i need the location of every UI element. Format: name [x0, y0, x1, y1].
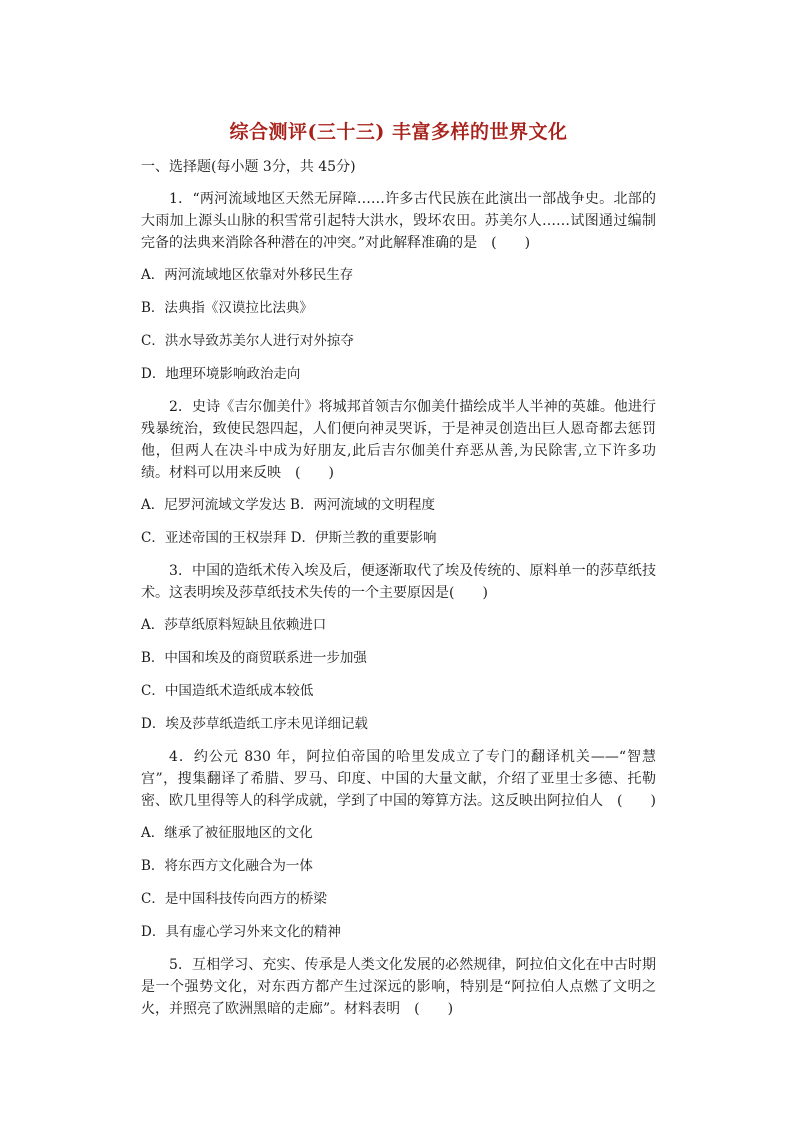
- question-1: [141, 188, 656, 385]
- option-row-ab: A．尼罗河流域文学发达 B．两河流域的文明程度: [141, 497, 435, 513]
- option-d: D．地理环境影响政治走向: [141, 366, 301, 382]
- question-stem: 5．互相学习、充实、传承是人类文化发展的必然规律，阿拉伯文化在中古时期是一个强势文化，对东西方都产生过深远的影响，特别是“阿拉伯人点燃了文明之火，并照亮了欧洲黑暗的走廊”。材料表明 ( ): [141, 957, 656, 1017]
- option-a: A．继承了被征服地区的文化: [141, 825, 313, 841]
- question-stem: 3．中国的造纸术传入埃及后，便逐渐取代了埃及传统的、原料单一的莎草纸技术。这表明埃及莎草纸技术失传的一个主要原因是( ): [141, 563, 656, 601]
- option-a: A．莎草纸原料短缺且依赖进口: [141, 617, 327, 633]
- question-4: [141, 746, 656, 943]
- option-row-cd: C．亚述帝国的王权崇拜 D．伊斯兰教的重要影响: [141, 530, 437, 546]
- option-b: B．中国和埃及的商贸联系进一步加强: [141, 650, 367, 666]
- option-b: B．法典指《汉谟拉比法典》: [141, 300, 313, 316]
- page-title: 综合测评(三十三) 丰富多样的世界文化: [229, 121, 568, 143]
- option-c: C．洪水导致苏美尔人进行对外掠夺: [141, 333, 354, 349]
- option-d: D．埃及莎草纸造纸工序未见详细记载: [141, 716, 368, 732]
- question-stem: 2．史诗《吉尔伽美什》将城邦首领吉尔伽美什描绘成半人半神的英雄。他进行残暴统治，致使民怨四起，人们便向神灵哭诉，于是神灵创造出巨人恩奇都去惩罚他，但两人在决斗中成为好朋友,此后吉尔伽美什弃恶从善,为民除害,立下许多功绩。材料可以用来反映 ( ): [141, 399, 656, 481]
- question-stem: 1．“两河流域地区天然无屏障……许多古代民族在此演出一部战争史。北部的大雨加上源头山脉的积雪常引起特大洪水，毁坏农田。苏美尔人……试图通过编制完备的法典来消除各种潜在的冲突。”对此解释准确的是 ( ): [141, 191, 656, 251]
- section-heading: 一、选择题(每小题 3分，共 45分): [141, 159, 356, 175]
- question-3: [141, 560, 656, 735]
- option-a: A．两河流域地区依靠对外移民生存: [141, 267, 354, 283]
- document-page: [141, 118, 656, 1030]
- option-c: C．是中国科技传向西方的桥梁: [141, 891, 327, 907]
- option-b: B．将东西方文化融合为一体: [141, 858, 313, 874]
- option-d: D．具有虚心学习外来文化的精神: [141, 924, 341, 940]
- question-5: [141, 954, 656, 1020]
- question-2: [141, 396, 656, 549]
- question-stem: 4．约公元 830 年，阿拉伯帝国的哈里发成立了专门的翻译机关——“智慧宫”，搜集翻译了希腊、罗马、印度、中国的大量文献，介绍了亚里士多德、托勒密、欧几里得等人的科学成就，学到了中国的筹算方法。这反映出阿拉伯人 ( ): [141, 749, 656, 809]
- option-c: C．中国造纸术造纸成本较低: [141, 683, 314, 699]
